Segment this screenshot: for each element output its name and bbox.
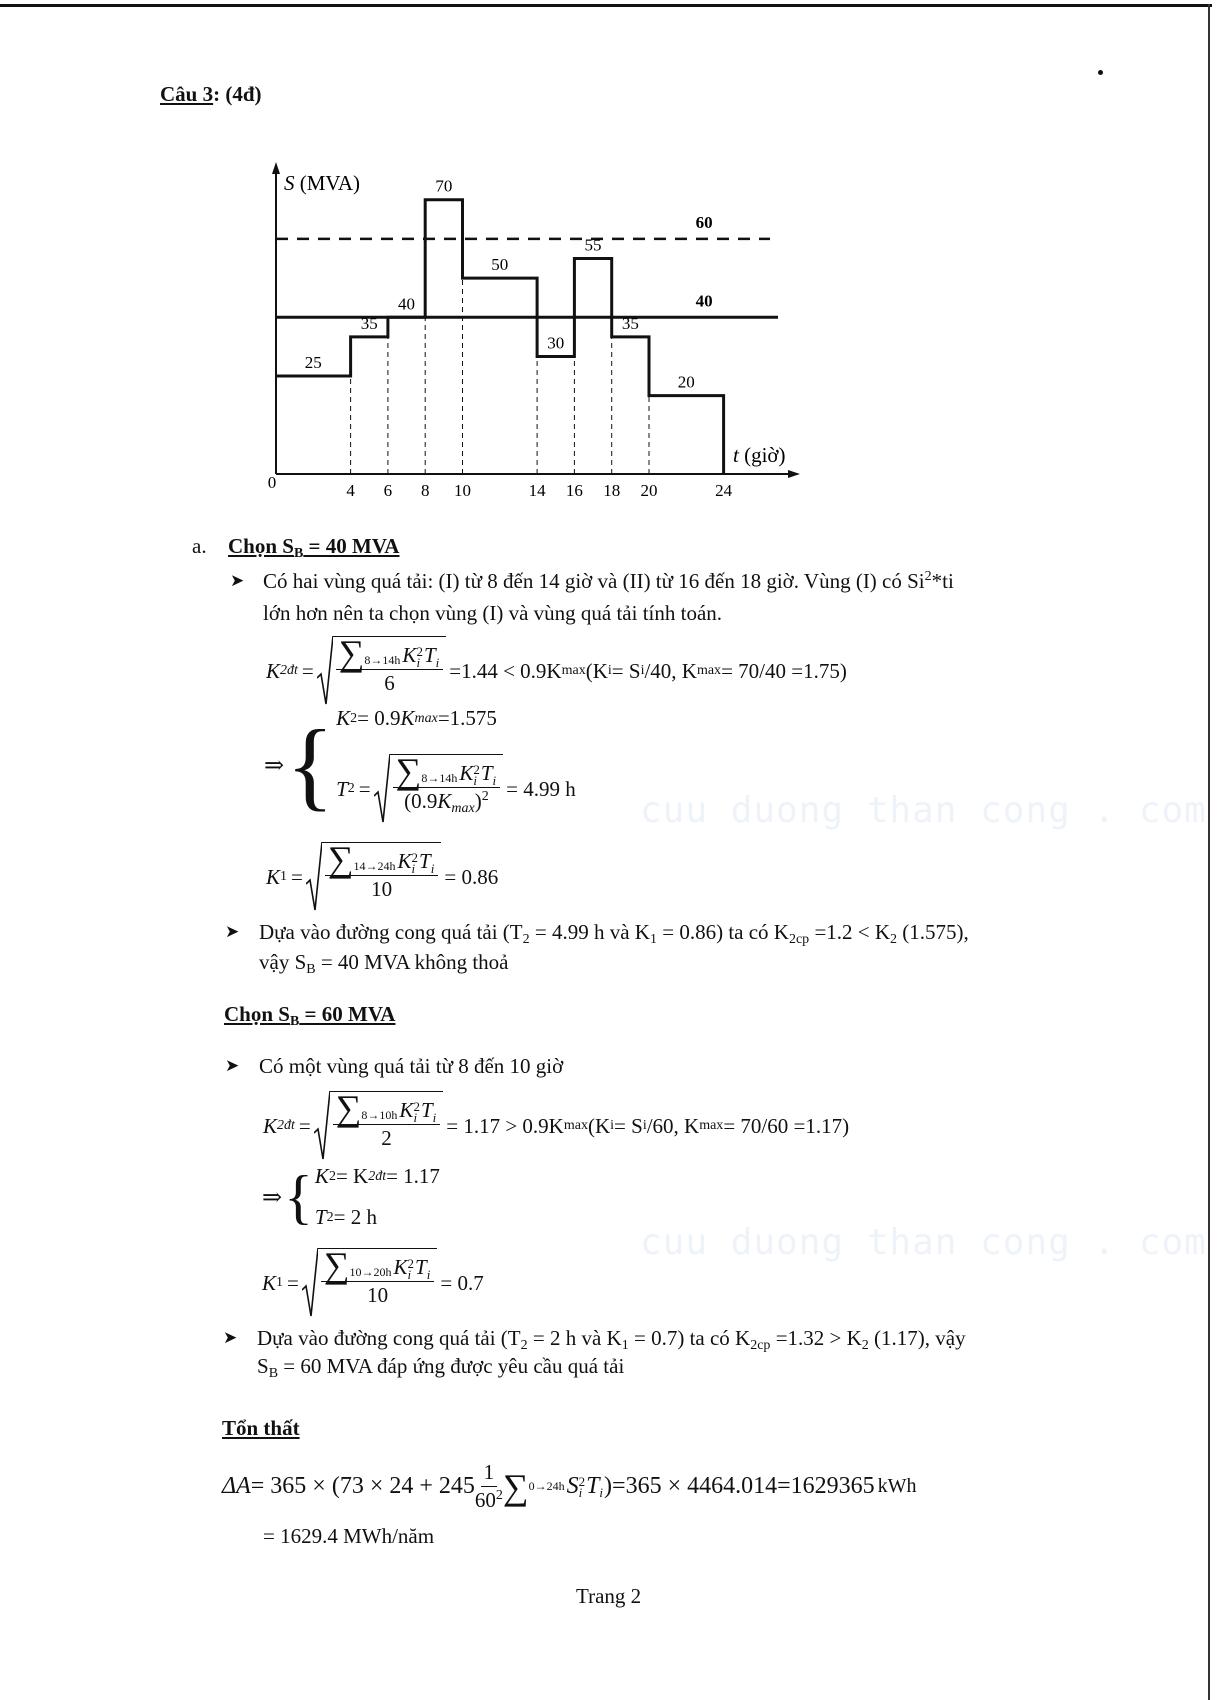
sqrt — [317, 633, 447, 706]
text: = K — [335, 1164, 369, 1188]
denominator — [475, 1487, 503, 1513]
text: *ti — [931, 569, 954, 593]
load-curve-chart — [240, 150, 820, 510]
arrowhead-bullet-icon: ➤ — [225, 922, 240, 941]
reference-label-60: 60 — [695, 212, 713, 232]
text: = 0.9 — [357, 706, 401, 730]
sq: 2 — [416, 644, 423, 659]
denominator: 2 — [381, 1126, 392, 1150]
sub: 2cp — [788, 932, 810, 947]
t2: T — [336, 776, 348, 801]
radical-icon — [374, 754, 390, 824]
text: =1.2 < K — [809, 920, 891, 944]
arrowhead-bullet-icon: ➤ — [225, 1056, 240, 1075]
page-number: Trang 2 — [576, 1584, 642, 1608]
section-b-title — [224, 1002, 395, 1030]
y-axis-label: S (MVA) — [284, 171, 361, 195]
step-value-label: 20 — [677, 372, 695, 392]
range: 14→24h — [353, 859, 396, 873]
radical-icon — [302, 1248, 318, 1318]
question-points: : (4đ) — [213, 82, 262, 106]
title-text: = 40 MVA — [303, 534, 400, 558]
question-label: Câu 3 — [160, 82, 214, 106]
sub: 2 — [347, 781, 355, 796]
x-axis-arrow-icon — [788, 470, 800, 478]
sub: B — [268, 1366, 279, 1381]
text: S — [257, 1354, 269, 1378]
t: T — [480, 761, 493, 785]
equals: = — [291, 864, 303, 889]
range: 0→24h — [528, 1479, 565, 1493]
x-tick-label: 20 — [640, 481, 658, 500]
sum-icon: ∑ — [502, 1466, 529, 1507]
k: K — [397, 849, 412, 873]
i: i — [435, 655, 440, 670]
reference-label-40: 40 — [695, 291, 713, 311]
range: 8→10h — [361, 1108, 398, 1122]
sub: i — [640, 663, 645, 678]
bullet1-line1 — [263, 569, 954, 594]
bullet3-line1: Có một vùng quá tải từ 8 đến 10 giờ — [259, 1054, 564, 1078]
losses-title: Tổn thất — [222, 1416, 300, 1440]
formula-k2dt-40 — [266, 633, 847, 706]
equals: = — [298, 1113, 311, 1138]
t: T — [415, 1255, 427, 1279]
bullet2-line2 — [259, 950, 508, 978]
sub: 2cp — [750, 1338, 771, 1353]
title-text: Chọn S — [224, 1002, 290, 1026]
lhs: K — [262, 1270, 277, 1295]
sub: max — [414, 710, 438, 726]
radical-icon — [306, 842, 322, 912]
brace: { — [284, 1164, 313, 1230]
step-value-label: 35 — [621, 313, 639, 333]
load-step-line — [276, 200, 724, 474]
sqrt — [314, 1088, 444, 1161]
formula-k2dt-60 — [263, 1088, 850, 1161]
x-tick-label: 10 — [454, 481, 471, 500]
lhs: K — [263, 1113, 278, 1138]
sum-icon: ∑ — [335, 1088, 362, 1128]
bullet1-line2: lớn hơn nên ta chọn vùng (I) và vùng quá tải tính toán. — [263, 601, 723, 625]
formula-system-60 — [262, 1164, 440, 1230]
equals: = — [358, 776, 371, 801]
sub: i — [607, 663, 612, 678]
formula-k2-60 — [315, 1164, 440, 1189]
sq: 2 — [411, 850, 419, 865]
rhs: =1.44 < 0.9K — [449, 658, 562, 683]
k: K — [399, 1098, 414, 1122]
result: = 4.99 h — [506, 776, 576, 801]
k: K — [393, 1255, 408, 1279]
formula-system-40 — [264, 706, 576, 824]
sum-icon: ∑ — [395, 751, 422, 791]
sqrt — [306, 839, 442, 912]
sub: 2 — [328, 1168, 336, 1184]
t: T — [423, 643, 436, 667]
sub: max — [696, 663, 722, 678]
sq: 2 — [407, 1256, 415, 1271]
formula-k1-60 — [262, 1245, 484, 1318]
equals: = — [287, 1270, 299, 1295]
sq: 2 — [578, 1473, 586, 1489]
text: =1.32 > K — [770, 1326, 862, 1350]
x-tick-label: 6 — [383, 481, 393, 500]
t2: T — [314, 1205, 327, 1229]
sub: max — [699, 1118, 724, 1133]
rhs: = 70/60 =1.17) — [723, 1113, 850, 1138]
range: 10→20h — [349, 1265, 392, 1279]
lhs: K — [266, 658, 281, 683]
text: (0.9 — [404, 789, 438, 813]
scan-border-right — [1208, 4, 1210, 1700]
s: S — [566, 1473, 579, 1499]
x-tick-label: 8 — [420, 481, 430, 500]
section-a-marker: a. — [192, 534, 207, 558]
sq: 2 — [473, 762, 480, 777]
lhs-sub: 1 — [280, 869, 288, 884]
text: = 0.86) ta có K — [656, 920, 789, 944]
k2: K — [314, 1164, 329, 1188]
step-value-label: 25 — [304, 353, 322, 373]
step-value-label: 30 — [547, 333, 565, 353]
bullet2-line1 — [259, 920, 969, 948]
k2: K — [336, 706, 351, 730]
sub: 2 — [520, 1338, 528, 1353]
sup: 2 — [481, 789, 489, 804]
range: 8→14h — [364, 653, 401, 667]
rhs: (K — [587, 1113, 611, 1138]
watermark: cuu duong than cong . com — [640, 1222, 1207, 1263]
unit: kWh — [877, 1475, 917, 1497]
rhs: = S — [611, 658, 641, 683]
text: = 365 × (73 × 24 + 245 — [250, 1473, 475, 1499]
sub: 1 — [621, 1338, 629, 1353]
fraction — [475, 1460, 503, 1513]
x-tick-label: 16 — [565, 481, 583, 500]
text: ) — [474, 789, 482, 813]
x-tick-label: 14 — [528, 481, 546, 500]
step-value-label: 70 — [435, 176, 453, 196]
result: = 0.7 — [440, 1270, 484, 1295]
sqrt — [302, 1245, 438, 1318]
sup: 2 — [924, 569, 932, 584]
title-sub: B — [293, 546, 304, 561]
k: K — [459, 761, 474, 785]
rhs: (K — [585, 658, 608, 683]
system-lines — [336, 706, 576, 824]
section-a-title — [228, 534, 399, 562]
x-axis-label: t (giờ) — [733, 443, 786, 467]
sub: max — [561, 663, 586, 678]
x-tick-label: 0 — [267, 473, 277, 492]
k: K — [437, 789, 452, 813]
step-value-label: 40 — [398, 294, 416, 314]
text: Dựa vào đường cong quá tải (T — [257, 1326, 521, 1350]
equals: = — [301, 658, 314, 683]
losses-result: = 1629.4 MWh/năm — [263, 1524, 435, 1548]
text: vậy S — [259, 950, 307, 974]
step-value-label: 55 — [584, 235, 602, 255]
scan-border-top — [0, 4, 1212, 7]
i: i — [432, 1110, 437, 1125]
sub: 2 — [861, 1338, 869, 1353]
formula-k2-40 — [336, 706, 576, 731]
k: K — [402, 643, 417, 667]
i: i — [426, 1267, 431, 1282]
sup: 2 — [495, 1488, 503, 1503]
question-heading — [160, 82, 262, 107]
denominator: 10 — [371, 877, 393, 901]
title-text: Chọn S — [228, 534, 294, 558]
brace: { — [286, 709, 335, 820]
value: = 2 h — [333, 1205, 377, 1229]
sub: max — [563, 1118, 588, 1133]
i: i — [430, 861, 435, 876]
formula-t2-60 — [315, 1205, 440, 1230]
watermark: cuu duong than cong . com — [640, 790, 1207, 831]
sqrt — [374, 751, 504, 824]
sub: 2 — [890, 932, 898, 947]
title-sub: B — [289, 1014, 300, 1029]
sub: i — [610, 1118, 615, 1133]
kmax: K — [400, 706, 415, 730]
result: = 0.86 — [444, 864, 499, 889]
step-value-label: 50 — [491, 255, 509, 275]
implies: ⇒ — [262, 1184, 283, 1211]
sub: 2 — [350, 710, 358, 726]
text: = 2 h và K — [527, 1326, 622, 1350]
value: = 1.17 — [386, 1164, 440, 1188]
sub: 2 — [522, 932, 530, 947]
formula-k1-40 — [266, 839, 499, 912]
rhs: = 1.17 > 0.9K — [446, 1113, 564, 1138]
y-axis-arrow-icon — [272, 162, 280, 174]
i: i — [416, 655, 421, 670]
sum-icon: ∑ — [338, 633, 365, 673]
t: T — [586, 1473, 600, 1499]
lhs: K — [266, 864, 281, 889]
i: i — [411, 861, 416, 876]
denominator: 10 — [367, 1283, 389, 1307]
i: i — [578, 1484, 583, 1500]
system-lines — [315, 1164, 440, 1230]
title-text: = 60 MVA — [299, 1002, 396, 1026]
sub: i — [642, 1118, 647, 1133]
text: Có hai vùng quá tải: (I) từ 8 đến 14 giờ và (II) từ 16 đến 18 giờ. Vùng (I) có Si — [263, 569, 925, 593]
lhs-sub: 2đt — [280, 663, 298, 678]
text: )=365 × 4464.014=1629365 — [604, 1473, 875, 1499]
x-tick-label: 4 — [346, 481, 355, 500]
radical-icon — [317, 636, 333, 706]
implies: ⇒ — [264, 752, 285, 779]
arrowhead-bullet-icon: ➤ — [223, 1328, 238, 1347]
text: = 4.99 h và K — [529, 920, 650, 944]
i: i — [599, 1484, 604, 1500]
formula-t2-40 — [336, 751, 576, 824]
i: i — [473, 773, 477, 788]
sum-icon: ∑ — [323, 1245, 350, 1285]
text: = 40 MVA không thoả — [315, 950, 509, 974]
bullet4-line1 — [257, 1326, 966, 1354]
sq: 2 — [413, 1099, 420, 1114]
t: T — [420, 1098, 433, 1122]
range: 8→14h — [421, 771, 458, 785]
step-value-label: 35 — [360, 313, 378, 333]
t: T — [419, 849, 431, 873]
value: =1.575 — [437, 706, 497, 730]
denominator: 6 — [384, 671, 395, 695]
rhs: = 70/40 =1.75) — [721, 658, 847, 683]
bullet4-line2 — [257, 1354, 624, 1382]
text: (1.17), vậy — [868, 1326, 966, 1350]
i: i — [413, 1110, 418, 1125]
denominator — [404, 788, 489, 817]
arrowhead-bullet-icon: ➤ — [230, 571, 245, 590]
x-tick-label: 18 — [603, 481, 621, 500]
sum-icon: ∑ — [327, 839, 354, 879]
scan-dot — [1098, 70, 1103, 75]
sub: 1 — [649, 932, 657, 947]
rhs: /60, K — [646, 1113, 700, 1138]
numerator: 1 — [481, 1460, 498, 1487]
lhs-sub: 2đt — [277, 1118, 295, 1133]
lhs-sub: 1 — [276, 1275, 284, 1290]
rhs: = S — [614, 1113, 643, 1138]
sub: 2đt — [368, 1168, 387, 1184]
text: = 0.7) ta có K — [628, 1326, 751, 1350]
radical-icon — [314, 1091, 330, 1161]
sub: max — [451, 801, 475, 816]
text: = 60 MVA đáp ứng được yêu cầu quá tải — [278, 1354, 625, 1378]
lhs: ΔA — [222, 1473, 251, 1499]
text: Dựa vào đường cong quá tải (T — [259, 920, 523, 944]
i: i — [407, 1267, 412, 1282]
rhs: /40, K — [644, 658, 697, 683]
x-tick-label: 24 — [715, 481, 733, 500]
sub: 2 — [326, 1209, 334, 1225]
sub: B — [306, 962, 316, 977]
i: i — [492, 773, 497, 788]
text: (1.575), — [897, 920, 969, 944]
losses-formula — [222, 1460, 917, 1513]
den: 60 — [474, 1488, 496, 1512]
